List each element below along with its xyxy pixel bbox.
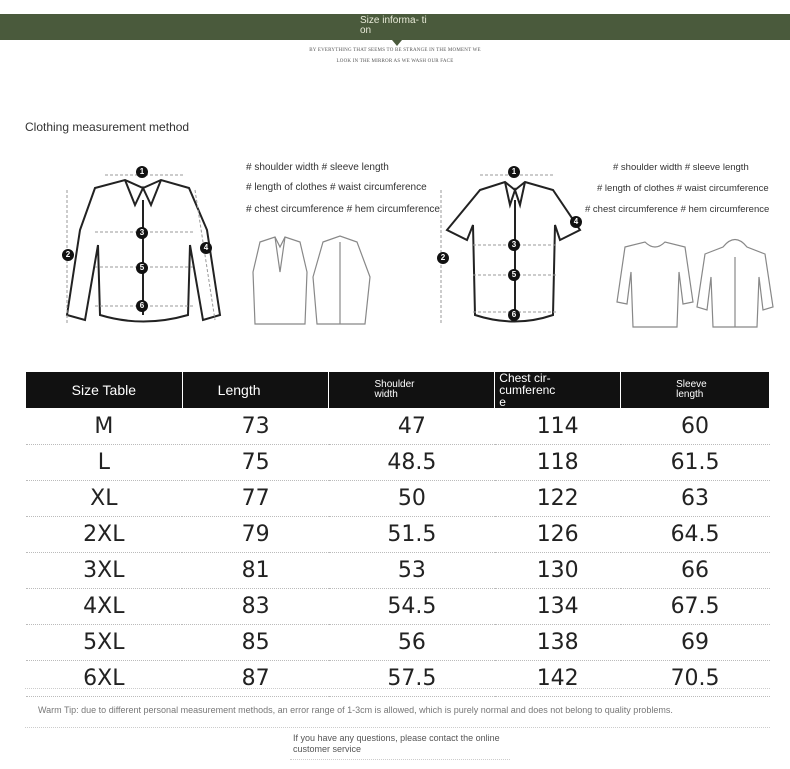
table-row bbox=[26, 445, 770, 481]
divider bbox=[25, 688, 770, 689]
table-row bbox=[26, 517, 770, 553]
marker-6-right-icon: 6 bbox=[508, 309, 520, 321]
shoulder-cell: 47 bbox=[329, 409, 495, 445]
chest-cell: 142 bbox=[495, 661, 621, 697]
table-row bbox=[26, 661, 770, 697]
banner-subtitle-line2: LOOK IN THE MIRROR AS WE WASH OUR FACE bbox=[336, 59, 454, 64]
warm-tip: Warm Tip: due to different personal measurement methods, an error range of 1-3cm is allowed, which is purely normal and does not belong to quality problems. bbox=[38, 705, 673, 715]
marker-2-right-icon: 2 bbox=[437, 252, 449, 264]
sleeve-cell: 66 bbox=[621, 553, 770, 589]
marker-4-left-icon: 4 bbox=[200, 242, 212, 254]
sleeve-cell: 60 bbox=[621, 409, 770, 445]
length-cell: 75 bbox=[182, 445, 329, 481]
size-cell: L bbox=[26, 445, 183, 481]
right-legend-line3: # chest circumference # hem circumference bbox=[585, 204, 770, 215]
sleeve-cell: 69 bbox=[621, 625, 770, 661]
header-shoulder-width: Shoulder width bbox=[329, 372, 495, 409]
table-row bbox=[26, 553, 770, 589]
marker-5-left-icon: 5 bbox=[136, 262, 148, 274]
size-cell: XL bbox=[26, 481, 183, 517]
length-cell: 79 bbox=[182, 517, 329, 553]
header-length: Length bbox=[182, 372, 329, 409]
size-cell: 4XL bbox=[26, 589, 183, 625]
marker-5-right-icon: 5 bbox=[508, 269, 520, 281]
marker-2-left-icon: 2 bbox=[62, 249, 74, 261]
marker-1-right-icon: 1 bbox=[508, 166, 520, 178]
chest-cell: 114 bbox=[495, 409, 621, 445]
shoulder-cell: 54.5 bbox=[329, 589, 495, 625]
marker-3-left-icon: 3 bbox=[136, 227, 148, 239]
shoulder-cell: 56 bbox=[329, 625, 495, 661]
table-header-row bbox=[26, 372, 770, 409]
chest-cell: 118 bbox=[495, 445, 621, 481]
table-row bbox=[26, 481, 770, 517]
banner-subtitle-line1: BY EVERYTHING THAT SEEMS TO BE STRANGE IN THE MOMENT WE bbox=[309, 48, 481, 53]
sleeve-cell: 67.5 bbox=[621, 589, 770, 625]
chest-cell: 134 bbox=[495, 589, 621, 625]
size-cell: M bbox=[26, 409, 183, 445]
left-legend-line2: # length of clothes # waist circumference bbox=[246, 182, 427, 193]
chest-cell: 138 bbox=[495, 625, 621, 661]
size-cell: 6XL bbox=[26, 661, 183, 697]
marker-4-right-icon: 4 bbox=[570, 216, 582, 228]
blazer-and-jacket-icons bbox=[245, 232, 380, 327]
right-legend-line1: # shoulder width # sleeve length bbox=[613, 162, 749, 173]
length-cell: 73 bbox=[182, 409, 329, 445]
size-cell: 5XL bbox=[26, 625, 183, 661]
marker-6-left-icon: 6 bbox=[136, 300, 148, 312]
sweatshirt-and-hoodie-icons bbox=[605, 232, 777, 330]
header-size-table: Size Table bbox=[26, 372, 183, 409]
chest-cell: 126 bbox=[495, 517, 621, 553]
table-row bbox=[26, 409, 770, 445]
banner-title: Size informa- tion bbox=[360, 15, 427, 36]
shoulder-cell: 53 bbox=[329, 553, 495, 589]
right-legend-line2: # length of clothes # waist circumference bbox=[597, 183, 769, 194]
left-legend-line3: # chest circumference # hem circumference bbox=[246, 204, 440, 215]
size-cell: 3XL bbox=[26, 553, 183, 589]
shoulder-cell: 51.5 bbox=[329, 517, 495, 553]
divider bbox=[290, 759, 510, 760]
divider bbox=[25, 727, 770, 728]
length-cell: 81 bbox=[182, 553, 329, 589]
sleeve-cell: 63 bbox=[621, 481, 770, 517]
sleeve-cell: 70.5 bbox=[621, 661, 770, 697]
sleeve-cell: 64.5 bbox=[621, 517, 770, 553]
table-row bbox=[26, 625, 770, 661]
marker-3-right-icon: 3 bbox=[508, 239, 520, 251]
measurement-method-title: Clothing measurement method bbox=[25, 120, 190, 134]
chest-cell: 130 bbox=[495, 553, 621, 589]
banner-arrow-icon bbox=[392, 40, 402, 46]
chest-cell: 122 bbox=[495, 481, 621, 517]
table-row bbox=[26, 589, 770, 625]
size-cell: 2XL bbox=[26, 517, 183, 553]
marker-1-left-icon: 1 bbox=[136, 166, 148, 178]
shoulder-cell: 48.5 bbox=[329, 445, 495, 481]
size-table bbox=[25, 371, 770, 697]
header-sleeve-length: Sleeve length bbox=[621, 372, 770, 409]
shoulder-cell: 57.5 bbox=[329, 661, 495, 697]
shoulder-cell: 50 bbox=[329, 481, 495, 517]
length-cell: 83 bbox=[182, 589, 329, 625]
length-cell: 87 bbox=[182, 661, 329, 697]
sleeve-cell: 61.5 bbox=[621, 445, 770, 481]
header-chest-circumference: Chest cir- cumference bbox=[495, 372, 621, 409]
left-legend-line1: # shoulder width # sleeve length bbox=[246, 162, 389, 173]
length-cell: 77 bbox=[182, 481, 329, 517]
length-cell: 85 bbox=[182, 625, 329, 661]
contact-note: If you have any questions, please contact the online customer service bbox=[293, 733, 500, 754]
